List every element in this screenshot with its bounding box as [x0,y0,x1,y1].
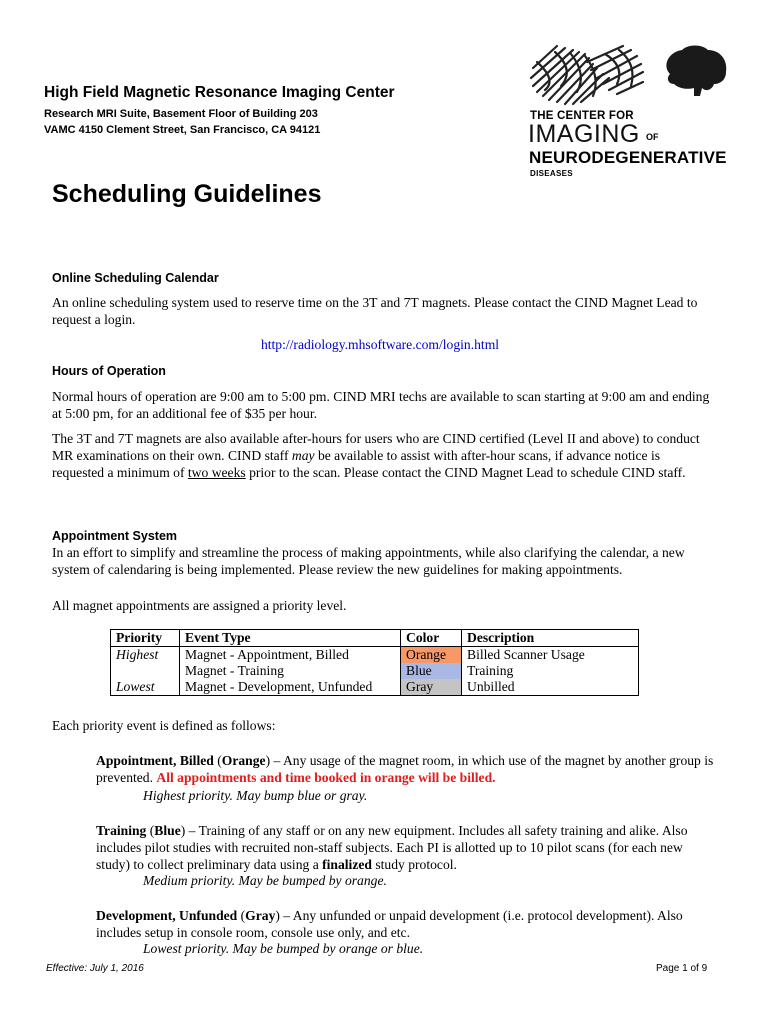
page-number: Page 1 of 9 [656,963,708,974]
table-row [111,663,639,679]
priority-level-paragraph: All magnet appointments are assigned a priority level. [52,598,347,613]
priority-table [110,629,639,696]
definition-note-highest: Highest priority. May bump blue or gray. [143,788,368,803]
logo-text-diseases: DISEASES [530,169,573,178]
address-line-2: VAMC 4150 Clement Street, San Francisco, CA 94121 [44,124,321,136]
header-priority: Priority [111,630,180,647]
scheduling-login-link[interactable]: http://radiology.mhsoftware.com/login.html [260,337,500,352]
address-line-1: Research MRI Suite, Basement Floor of Building 203 [44,108,318,120]
definitions-intro: Each priority event is defined as follows: [52,718,276,733]
logo-text-of: OF [646,132,659,142]
cell-color-blue: Blue [401,663,462,679]
logo-text-center-for: THE CENTER FOR [530,110,634,122]
document-title: Scheduling Guidelines [52,180,322,208]
definition-appointment-billed: Appointment, Billed (Orange) – Any usage of the magnet room, in which use of the magnet by another group is prevented. All appointments and time booked in orange will be billed. [96,753,714,786]
brain-icon [660,44,730,100]
center-name: High Field Magnetic Resonance Imaging Center [44,84,395,101]
appointment-system-paragraph: In an effort to simplify and streamline the process of making appointments, while also clarifying the calendar, a new system of calendaring is being implemented. Please review the new guidelines for making appointments. [52,545,685,578]
table-row [111,647,639,664]
cell-description: Billed Scanner Usage [462,647,639,664]
cell-event-type: Magnet - Training [180,663,401,679]
cell-priority: Highest [111,647,180,664]
definition-note-lowest: Lowest priority. May be bumped by orange or blue. [143,941,424,956]
section-heading-hours: Hours of Operation [52,364,166,378]
effective-date: Effective: July 1, 2016 [46,963,144,974]
header-color: Color [401,630,462,647]
billing-warning: All appointments and time booked in orange will be billed. [156,770,496,786]
cell-description: Unbilled [462,679,639,696]
cell-priority [111,663,180,679]
section-heading-appointment-system: Appointment System [52,529,178,543]
logo-text-neurodegenerative: NEURODEGENERATIVE [529,148,727,167]
cell-priority: Lowest [111,679,180,696]
cell-color-gray: Gray [401,679,462,696]
definition-development-unfunded: Development, Unfunded (Gray) – Any unfunded or unpaid development (i.e. protocol development). Also includes setup in console room, console use only, and etc. [96,908,683,941]
definition-note-medium: Medium priority. May be bumped by orange. [143,873,387,888]
after-hours-paragraph: The 3T and 7T magnets are also available after-hours for users who are CIND certified (Level II and above) to conduct MR examinations on their own. CIND staff may be available to assist with after-hour scans, if advance notice is requested a minimum of two weeks prior to the scan. Please contact the CIND Magnet Lead to schedule CIND staff. [52,431,700,481]
table-row [111,679,639,696]
cell-description: Training [462,663,639,679]
definition-training: Training (Blue) – Training of any staff or on any new equipment. Includes all safety training and alike. Also includes pilot studies with recruited non-staff subjects. Each PI is allotted up to 10 pilot scans (for each new study) to collect preliminary data using a finalized study protocol. [96,823,688,873]
cell-color-orange: Orange [401,647,462,664]
logo-text-imaging: IMAGING [528,120,640,148]
table-header-row [111,630,639,647]
cell-event-type: Magnet - Appointment, Billed [180,647,401,664]
cell-event-type: Magnet - Development, Unfunded [180,679,401,696]
section-heading-online-calendar: Online Scheduling Calendar [52,271,219,285]
header-description: Description [462,630,639,647]
hours-paragraph: Normal hours of operation are 9:00 am to 5:00 pm. CIND MRI techs are available to scan starting at 9:00 am and ending at 5:00 pm, for an additional fee of $35 per hour. [52,389,710,422]
scribble-logo-icon [527,40,647,110]
header-event-type: Event Type [180,630,401,647]
online-calendar-paragraph: An online scheduling system used to reserve time on the 3T and 7T magnets. Please contact the CIND Magnet Lead to request a login. [52,295,698,328]
